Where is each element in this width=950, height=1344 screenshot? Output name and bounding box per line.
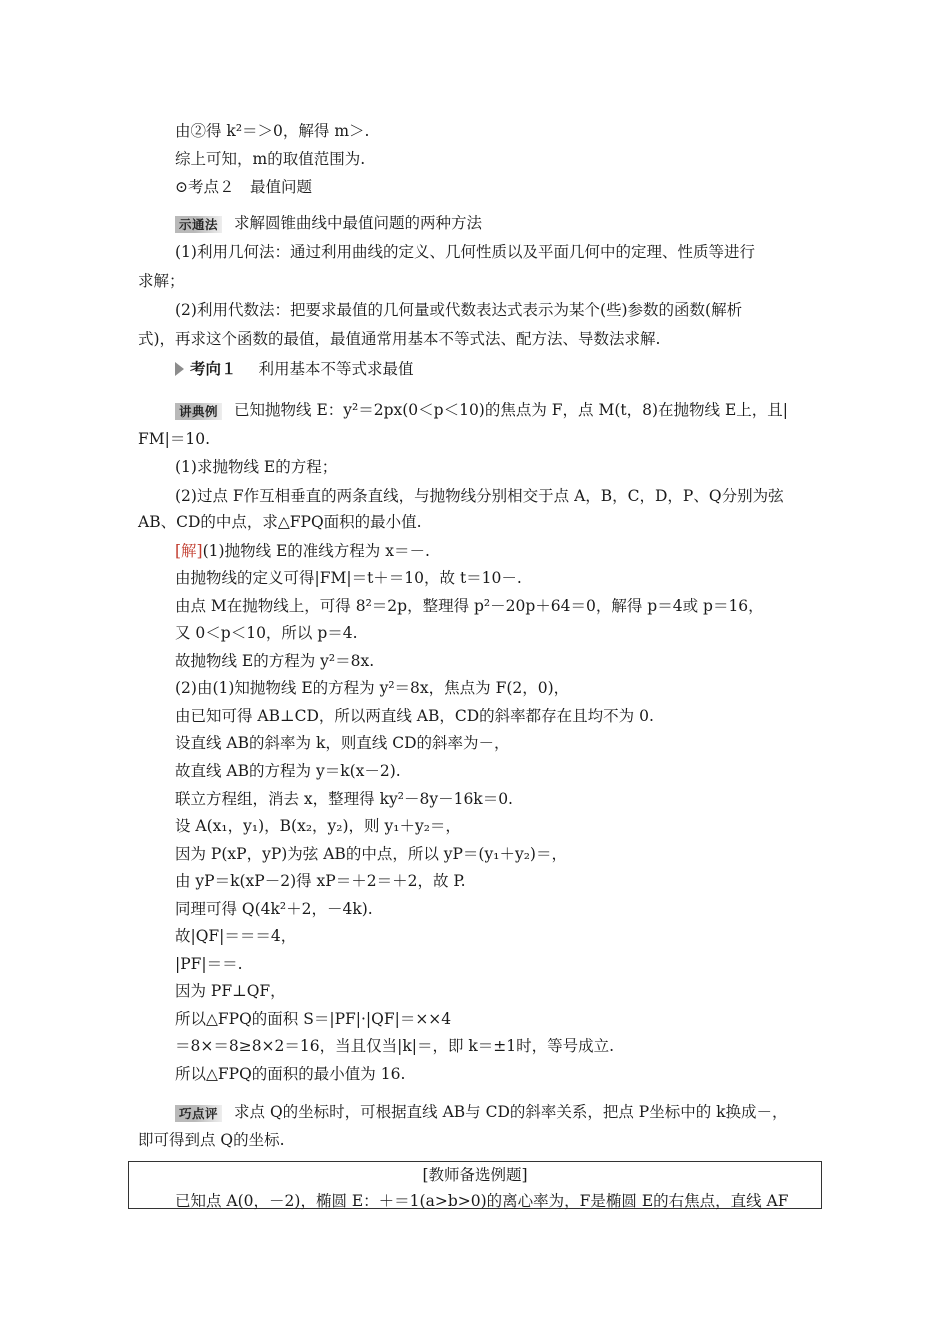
text-line: (2)过点 F作互相垂直的两条直线，与抛物线分别相交于点 A，B，C，D，P、Q分别为弦 <box>175 487 784 505</box>
text-line: 即可得到点 Q的坐标. <box>138 1131 285 1149</box>
text-line: AB、CD的中点，求△FPQ面积的最小值. <box>138 513 422 531</box>
box-title: [教师备选例题] <box>422 1166 528 1184</box>
comment-text: 求点 Q的坐标时，可根据直线 AB与 CD的斜率关系，把点 P坐标中的 k换成－， <box>234 1103 788 1121</box>
solution-line <box>175 540 430 562</box>
text-line: 联立方程组，消去 x，整理得 ky²－8y－16k＝0. <box>175 790 513 808</box>
direction-title: 利用基本不等式求最值 <box>258 360 414 378</box>
text-line: (1)利用几何法：通过利用曲线的定义、几何性质以及平面几何中的定理、性质等进行 <box>175 243 755 261</box>
text-line: 综上可知，m的取值范围为. <box>175 150 366 168</box>
text-line: 式)，再求这个函数的最值，最值通常用基本不等式法、配方法、导数法求解. <box>138 330 661 348</box>
text-line: FM|＝10. <box>138 430 210 448</box>
text-line: 设 A(x₁，y₁)，B(x₂，y₂)，则 y₁＋y₂＝， <box>175 817 461 835</box>
method-badge: 示通法 <box>175 216 222 233</box>
text-line: 由已知可得 AB⊥CD，所以两直线 AB，CD的斜率都存在且均不为 0. <box>175 707 654 725</box>
triangle-icon <box>175 362 184 376</box>
text-line: ＝8×＝8≥8×2＝16，当且仅当|k|＝，即 k＝±1时，等号成立. <box>175 1037 615 1055</box>
text-line: 所以△FPQ的面积的最小值为 16. <box>175 1065 406 1083</box>
text-line: 故|QF|＝＝＝4， <box>175 927 297 945</box>
text-line: 设直线 AB的斜率为 k，则直线 CD的斜率为－， <box>175 734 510 752</box>
text-line: 由②得 k²＝＞0，解得 m＞. <box>175 122 370 140</box>
comment-line <box>175 1101 788 1123</box>
text-line: (2)利用代数法：把要求最值的几何量或代数表达式表示为某个(些)参数的函数(解析 <box>175 301 743 319</box>
example-text: 已知抛物线 E：y²＝2px(0＜p＜10)的焦点为 F，点 M(t，8)在抛物线 E上，且| <box>234 401 788 419</box>
text-line: 已知点 A(0，－2)，椭圆 E：＋＝1(a>b>0)的离心率为，F是椭圆 E的右焦点，直线 AF <box>175 1192 789 1210</box>
text-line: (1)求抛物线 E的方程； <box>175 458 338 476</box>
text-line: 由 yP＝k(xP－2)得 xP＝＋2＝＋2，故 P. <box>175 872 466 890</box>
text-line: (2)由(1)知抛物线 E的方程为 y²＝8x，焦点为 F(2，0)， <box>175 679 570 697</box>
solution-tag: [解] <box>175 542 203 560</box>
text-line: 同理可得 Q(4k²＋2，－4k). <box>175 900 373 918</box>
example-line <box>175 399 788 421</box>
text-line: 由抛物线的定义可得|FM|＝t＋＝10，故 t＝10－. <box>175 569 522 587</box>
text-line: 由点 M在抛物线上，可得 8²＝2p，整理得 p²－20p＋64＝0，解得 p＝4或 p＝16， <box>175 597 764 615</box>
method-title: 求解圆锥曲线中最值问题的两种方法 <box>234 214 483 232</box>
text-line: |PF|＝＝. <box>175 955 243 973</box>
text-line: 因为 PF⊥QF， <box>175 982 286 1000</box>
example-badge: 讲典例 <box>175 403 222 420</box>
text-line: 所以△FPQ的面积 S＝|PF|·|QF|＝××4 <box>175 1010 452 1028</box>
method-heading <box>175 212 482 234</box>
text-line: 故抛物线 E的方程为 y²＝8x. <box>175 652 375 670</box>
comment-badge: 巧点评 <box>175 1105 222 1122</box>
text-line: 故直线 AB的方程为 y＝k(x－2). <box>175 762 401 780</box>
direction-heading <box>175 358 414 380</box>
text-line: 求解； <box>138 272 185 290</box>
solution-text: (1)抛物线 E的准线方程为 x＝－. <box>202 542 430 560</box>
text-line: 因为 P(xP，yP)为弦 AB的中点，所以 yP＝(y₁＋y₂)＝， <box>175 845 567 863</box>
text-line: 又 0＜p＜10，所以 p＝4. <box>175 624 358 642</box>
direction-label: 考向１ <box>190 359 237 378</box>
section-heading: ⊙考点２ 最值问题 <box>175 178 312 196</box>
